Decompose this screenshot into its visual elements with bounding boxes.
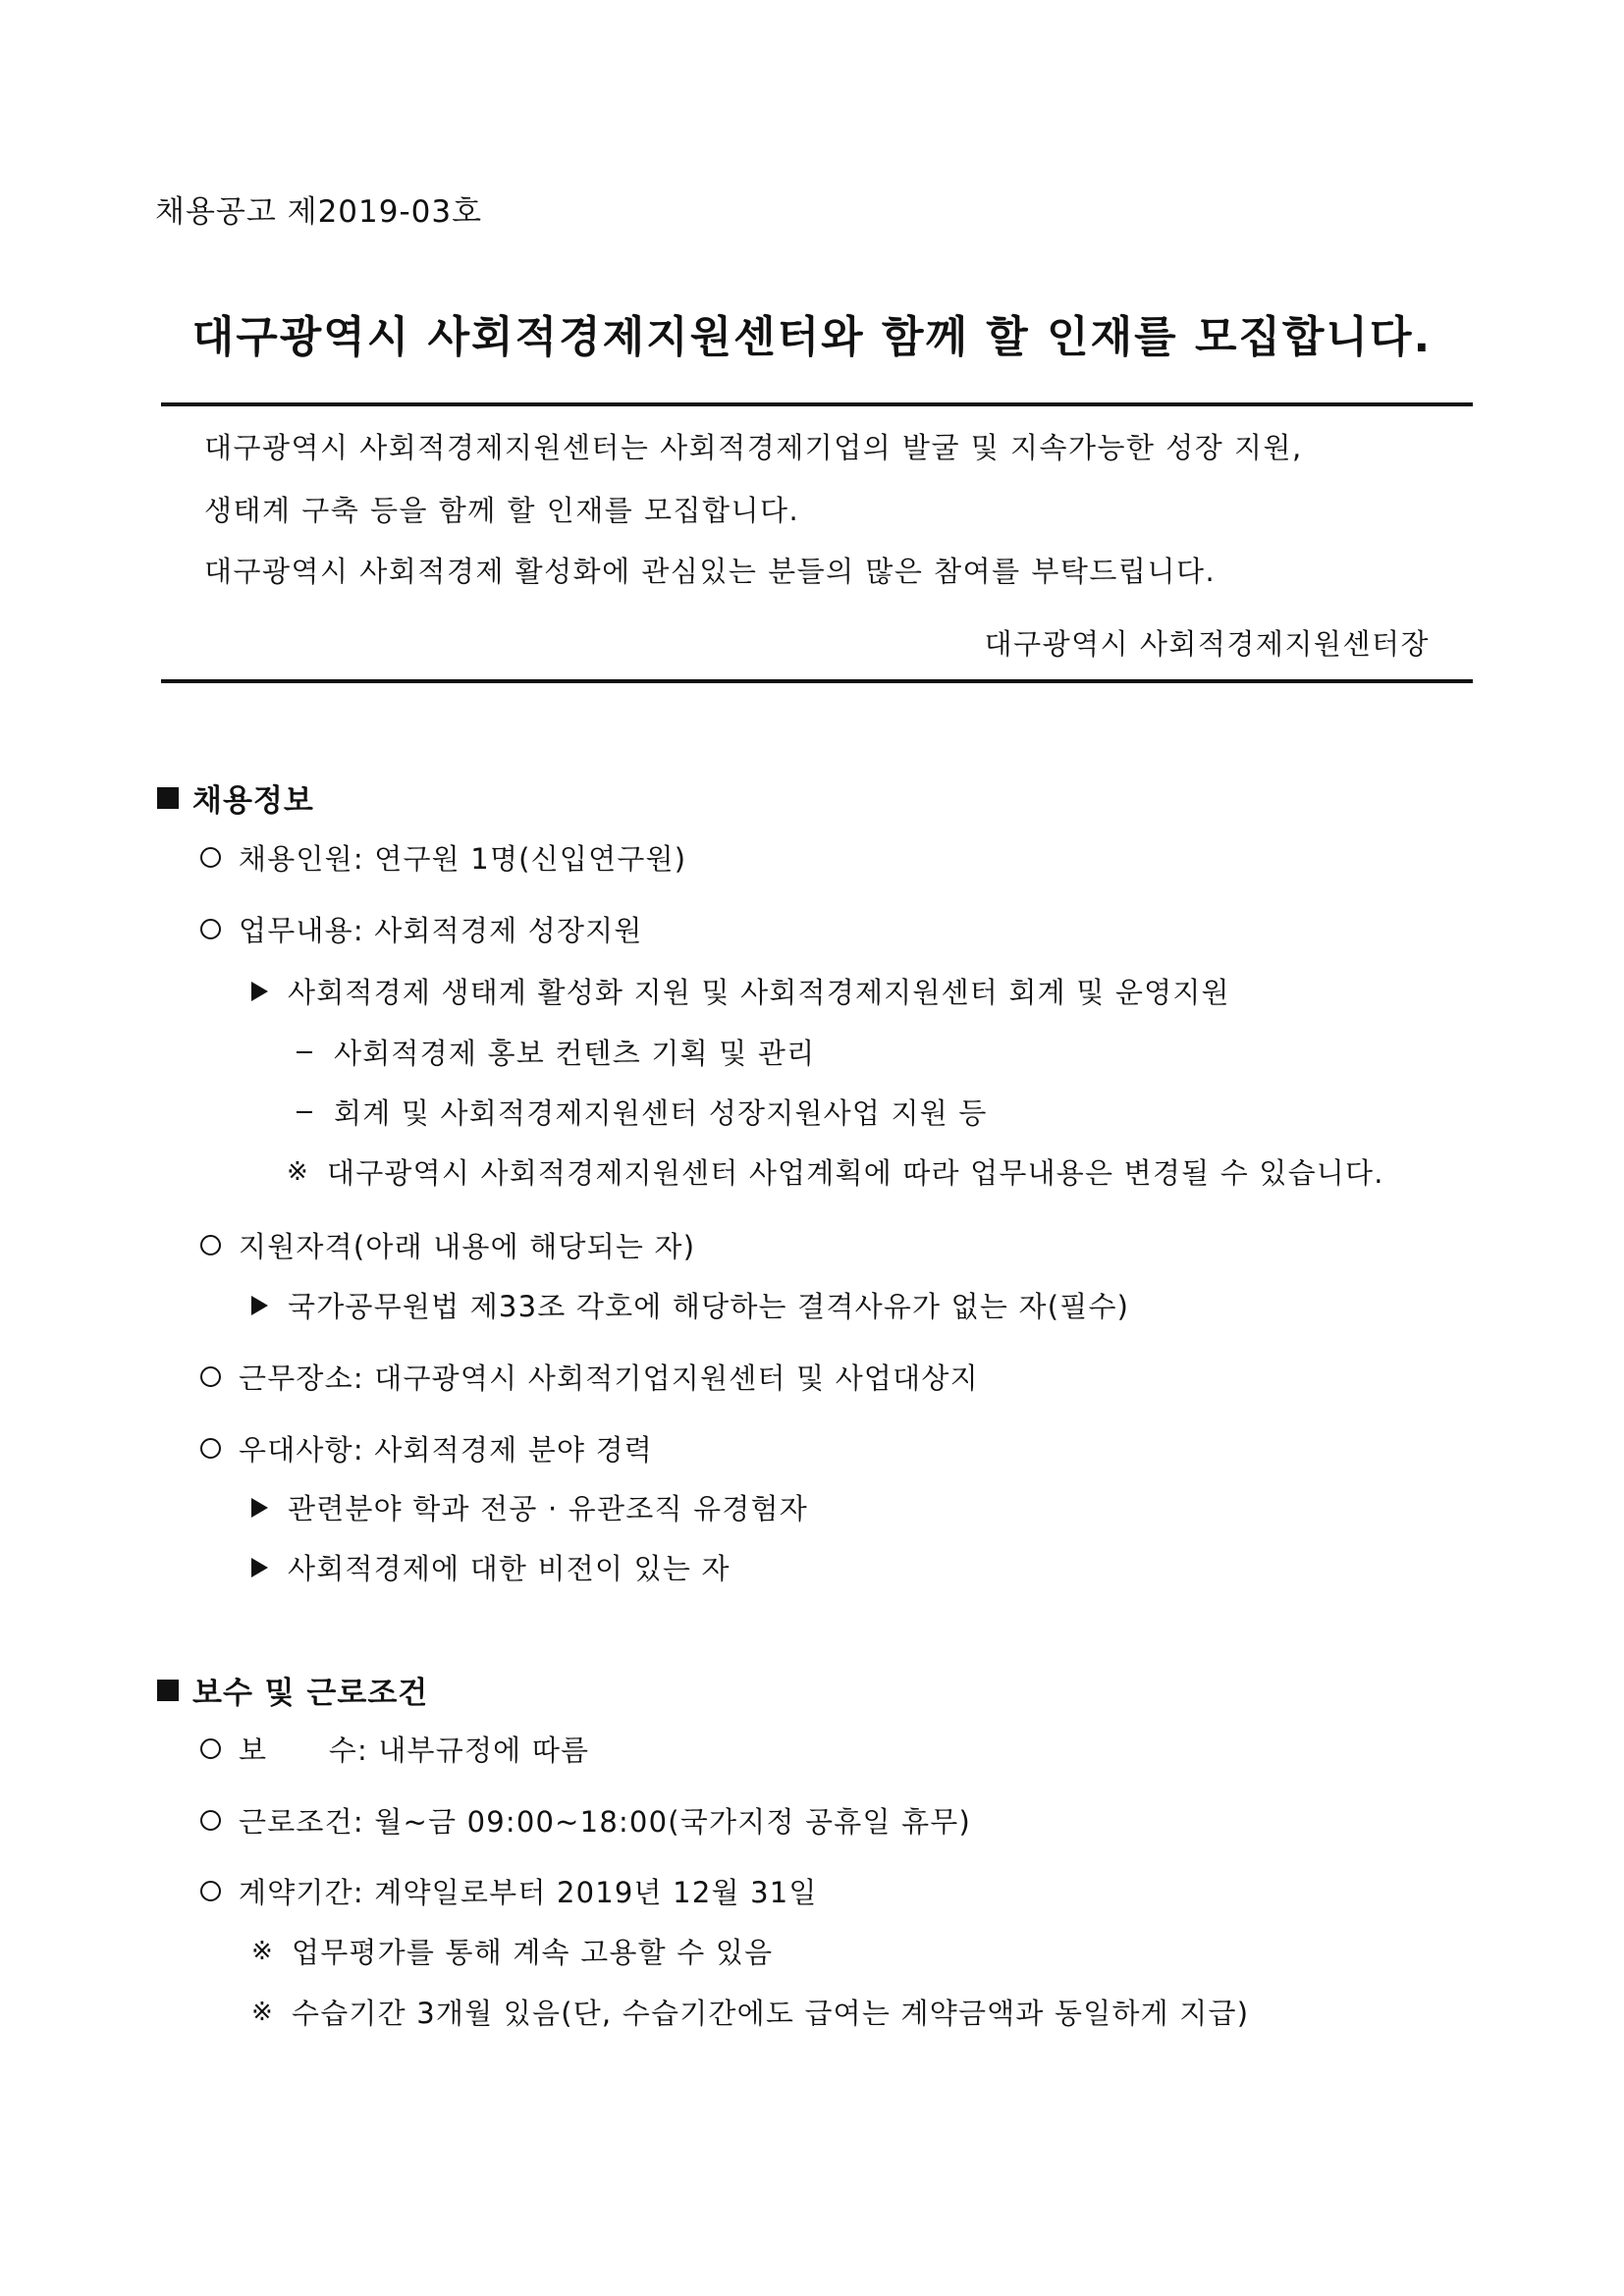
intro-line-1: 대구광역시 사회적경제지원센터는 사회적경제기업의 발굴 및 지속가능한 성장 지원,: [204, 431, 1303, 464]
list-item-workplace: [200, 1357, 979, 1397]
item-text: 회계 및 사회적경제지원센터 성장지원사업 지원 등: [334, 1096, 988, 1130]
item-text: 사회적경제 홍보 컨텐츠 기획 및 관리: [334, 1037, 816, 1070]
signature: 대구광역시 사회적경제지원센터장: [984, 627, 1430, 661]
top-divider: [161, 402, 1473, 406]
circle-bullet-icon: [200, 1235, 221, 1255]
dash-item-1: [297, 1032, 815, 1072]
contract-note-1: [251, 1931, 773, 1971]
triangle-bullet-icon: [251, 1296, 268, 1315]
dash-icon: [297, 1051, 312, 1053]
reference-mark-icon: ※: [251, 1936, 274, 1966]
reference-mark-icon: ※: [251, 1997, 274, 2027]
contract-note-2: [251, 1992, 1249, 2032]
dash-icon: [297, 1111, 312, 1113]
sub-item-preference-1: [251, 1487, 808, 1527]
circle-bullet-icon: [200, 919, 221, 939]
item-text: 근로조건: 월~금 09:00~18:00(국가지정 공휴일 휴무): [239, 1805, 972, 1839]
notice-number: 채용공고 제2019-03호: [155, 194, 483, 230]
item-text: 업무평가를 통해 계속 고용할 수 있음: [292, 1936, 774, 1969]
item-text: 관련분야 학과 전공 · 유관조직 유경험자: [288, 1492, 808, 1525]
sub-item-qualification: [251, 1285, 1129, 1325]
list-item-qualification: [200, 1225, 695, 1265]
list-item-preference: [200, 1428, 653, 1468]
section-heading-recruitment: [157, 775, 314, 820]
item-text: 사회적경제에 대한 비전이 있는 자: [288, 1552, 731, 1585]
item-text: 수습기간 3개월 있음(단, 수습기간에도 급여는 계약금액과 동일하게 지급): [292, 1997, 1250, 2030]
section-title: 채용정보: [192, 783, 314, 819]
item-text: 지원자격(아래 내용에 해당되는 자): [239, 1230, 696, 1263]
circle-bullet-icon: [200, 1810, 221, 1831]
triangle-bullet-icon: [251, 1498, 268, 1518]
sub-item-duties-main: [251, 971, 1230, 1011]
list-item-pay: [200, 1729, 589, 1769]
circle-bullet-icon: [200, 1438, 221, 1459]
item-text: 업무내용: 사회적경제 성장지원: [239, 914, 643, 947]
item-text: 국가공무원법 제33조 각호에 해당하는 결격사유가 없는 자(필수): [288, 1290, 1130, 1323]
triangle-bullet-icon: [251, 982, 268, 1001]
sub-item-preference-2: [251, 1547, 731, 1587]
intro-line-2: 생태계 구축 등을 함께 할 인재를 모집합니다.: [204, 494, 800, 527]
item-text: 우대사항: 사회적경제 분야 경력: [239, 1433, 654, 1467]
list-item-conditions: [200, 1800, 971, 1841]
circle-bullet-icon: [200, 1738, 221, 1759]
list-item-recruit: [200, 837, 686, 878]
square-bullet-icon: [157, 1680, 179, 1701]
square-bullet-icon: [157, 787, 179, 809]
list-item-contract: [200, 1871, 818, 1911]
circle-bullet-icon: [200, 847, 221, 868]
item-text: 대구광역시 사회적경제지원센터 사업계획에 따라 업무내용은 변경될 수 있습니다.: [327, 1156, 1384, 1190]
circle-bullet-icon: [200, 1366, 221, 1387]
item-text: 보 수: 내부규정에 따름: [239, 1734, 590, 1767]
duties-note: [287, 1151, 1384, 1192]
intro-line-3: 대구광역시 사회적경제 활성화에 관심있는 분들의 많은 참여를 부탁드립니다.: [204, 555, 1217, 588]
circle-bullet-icon: [200, 1881, 221, 1901]
bottom-divider: [161, 679, 1473, 683]
section-title: 보수 및 근로조건: [192, 1676, 429, 1711]
item-text: 근무장소: 대구광역시 사회적기업지원센터 및 사업대상지: [239, 1362, 979, 1395]
triangle-bullet-icon: [251, 1558, 268, 1577]
dash-item-2: [297, 1092, 988, 1132]
item-text: 계약기간: 계약일로부터 2019년 12월 31일: [239, 1876, 818, 1909]
item-text: 사회적경제 생태계 활성화 지원 및 사회적경제지원센터 회계 및 운영지원: [288, 976, 1230, 1009]
list-item-duties: [200, 909, 643, 949]
page-title: 대구광역시 사회적경제지원센터와 함께 할 인재를 모집합니다.: [191, 312, 1433, 362]
item-text: 채용인원: 연구원 1명(신입연구원): [239, 842, 687, 876]
reference-mark-icon: ※: [287, 1156, 309, 1187]
section-heading-compensation: [157, 1668, 428, 1712]
